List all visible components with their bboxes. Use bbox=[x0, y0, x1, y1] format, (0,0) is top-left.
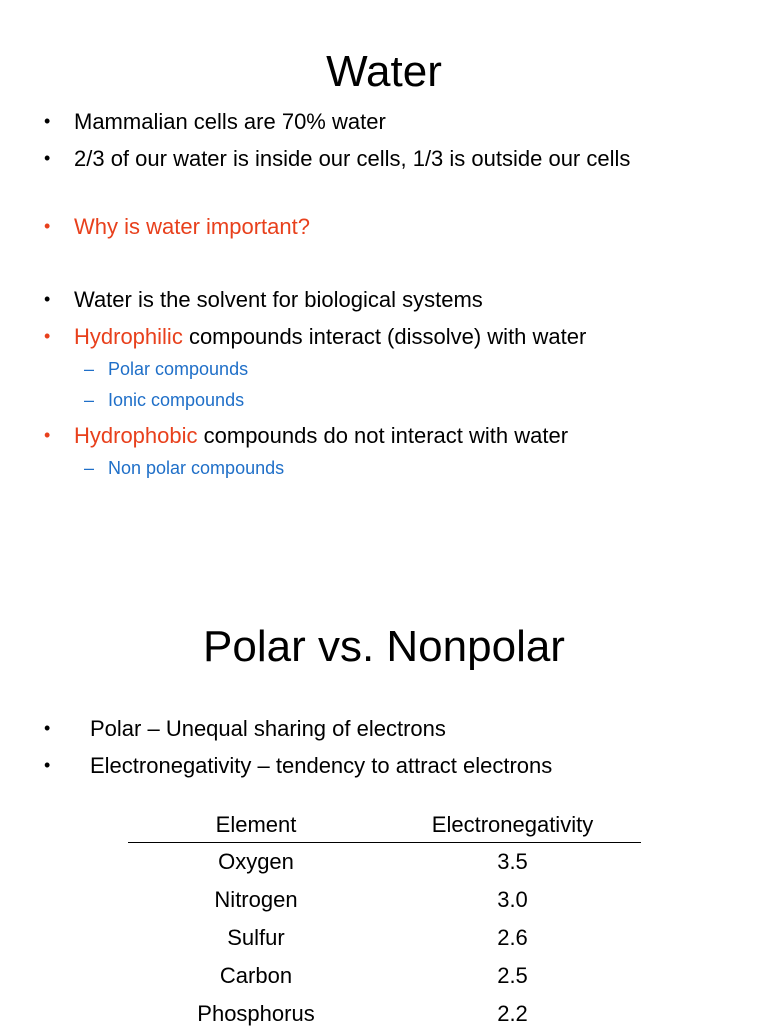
element-cell: Carbon bbox=[219, 963, 293, 988]
sub-bullet-ionic-compounds: – Ionic compounds bbox=[108, 388, 244, 412]
section-title: Polar vs. Nonpolar bbox=[203, 622, 565, 671]
bullet-hydrophilic bbox=[74, 321, 714, 352]
electronegativity-cell: 2.6 bbox=[497, 925, 528, 950]
electronegativity-table bbox=[128, 808, 641, 1033]
column-header-element: Element bbox=[128, 808, 384, 843]
element-cell: Oxygen bbox=[218, 849, 294, 874]
table-row bbox=[128, 881, 641, 919]
element-cell: Phosphorus bbox=[197, 1001, 315, 1026]
electronegativity-cell: 3.5 bbox=[497, 849, 528, 874]
page-title: Water bbox=[326, 47, 442, 96]
electronegativity-cell: 2.5 bbox=[497, 963, 528, 988]
bullet-water-solvent: • Water is the solvent for biological systems bbox=[74, 284, 714, 315]
bullet-hydrophobic bbox=[74, 420, 714, 451]
hydrophobic-description: compounds do not interact with water bbox=[197, 423, 569, 448]
element-cell: Sulfur bbox=[227, 925, 285, 950]
table-row bbox=[128, 919, 641, 957]
electronegativity-cell: 2.2 bbox=[497, 1001, 528, 1026]
table-row bbox=[128, 957, 641, 995]
electronegativity-cell: 3.0 bbox=[497, 887, 528, 912]
hydrophobic-term: Hydrophobic bbox=[74, 423, 198, 448]
hydrophilic-description: compounds interact (dissolve) with water bbox=[182, 324, 587, 349]
sub-bullet-non-polar-compounds: – Non polar compounds bbox=[108, 456, 284, 480]
bullet-why-water-important: • Why is water important? bbox=[74, 211, 714, 242]
bullet-electronegativity-definition: • Electronegativity – tendency to attract electrons bbox=[90, 750, 730, 781]
table-row bbox=[128, 995, 641, 1033]
table-header-row bbox=[128, 808, 641, 843]
bullet-cells-water: • Mammalian cells are 70% water bbox=[74, 106, 714, 137]
sub-bullet-polar-compounds: – Polar compounds bbox=[108, 357, 248, 381]
bullet-water-inside-outside: • 2/3 of our water is inside our cells, 1/3 is outside our cells bbox=[74, 143, 714, 174]
column-header-electronegativity: Electronegativity bbox=[384, 808, 641, 843]
hydrophilic-term: Hydrophilic bbox=[74, 324, 183, 349]
bullet-polar-definition: • Polar – Unequal sharing of electrons bbox=[90, 713, 730, 744]
table-row bbox=[128, 843, 641, 882]
element-cell: Nitrogen bbox=[214, 887, 298, 912]
